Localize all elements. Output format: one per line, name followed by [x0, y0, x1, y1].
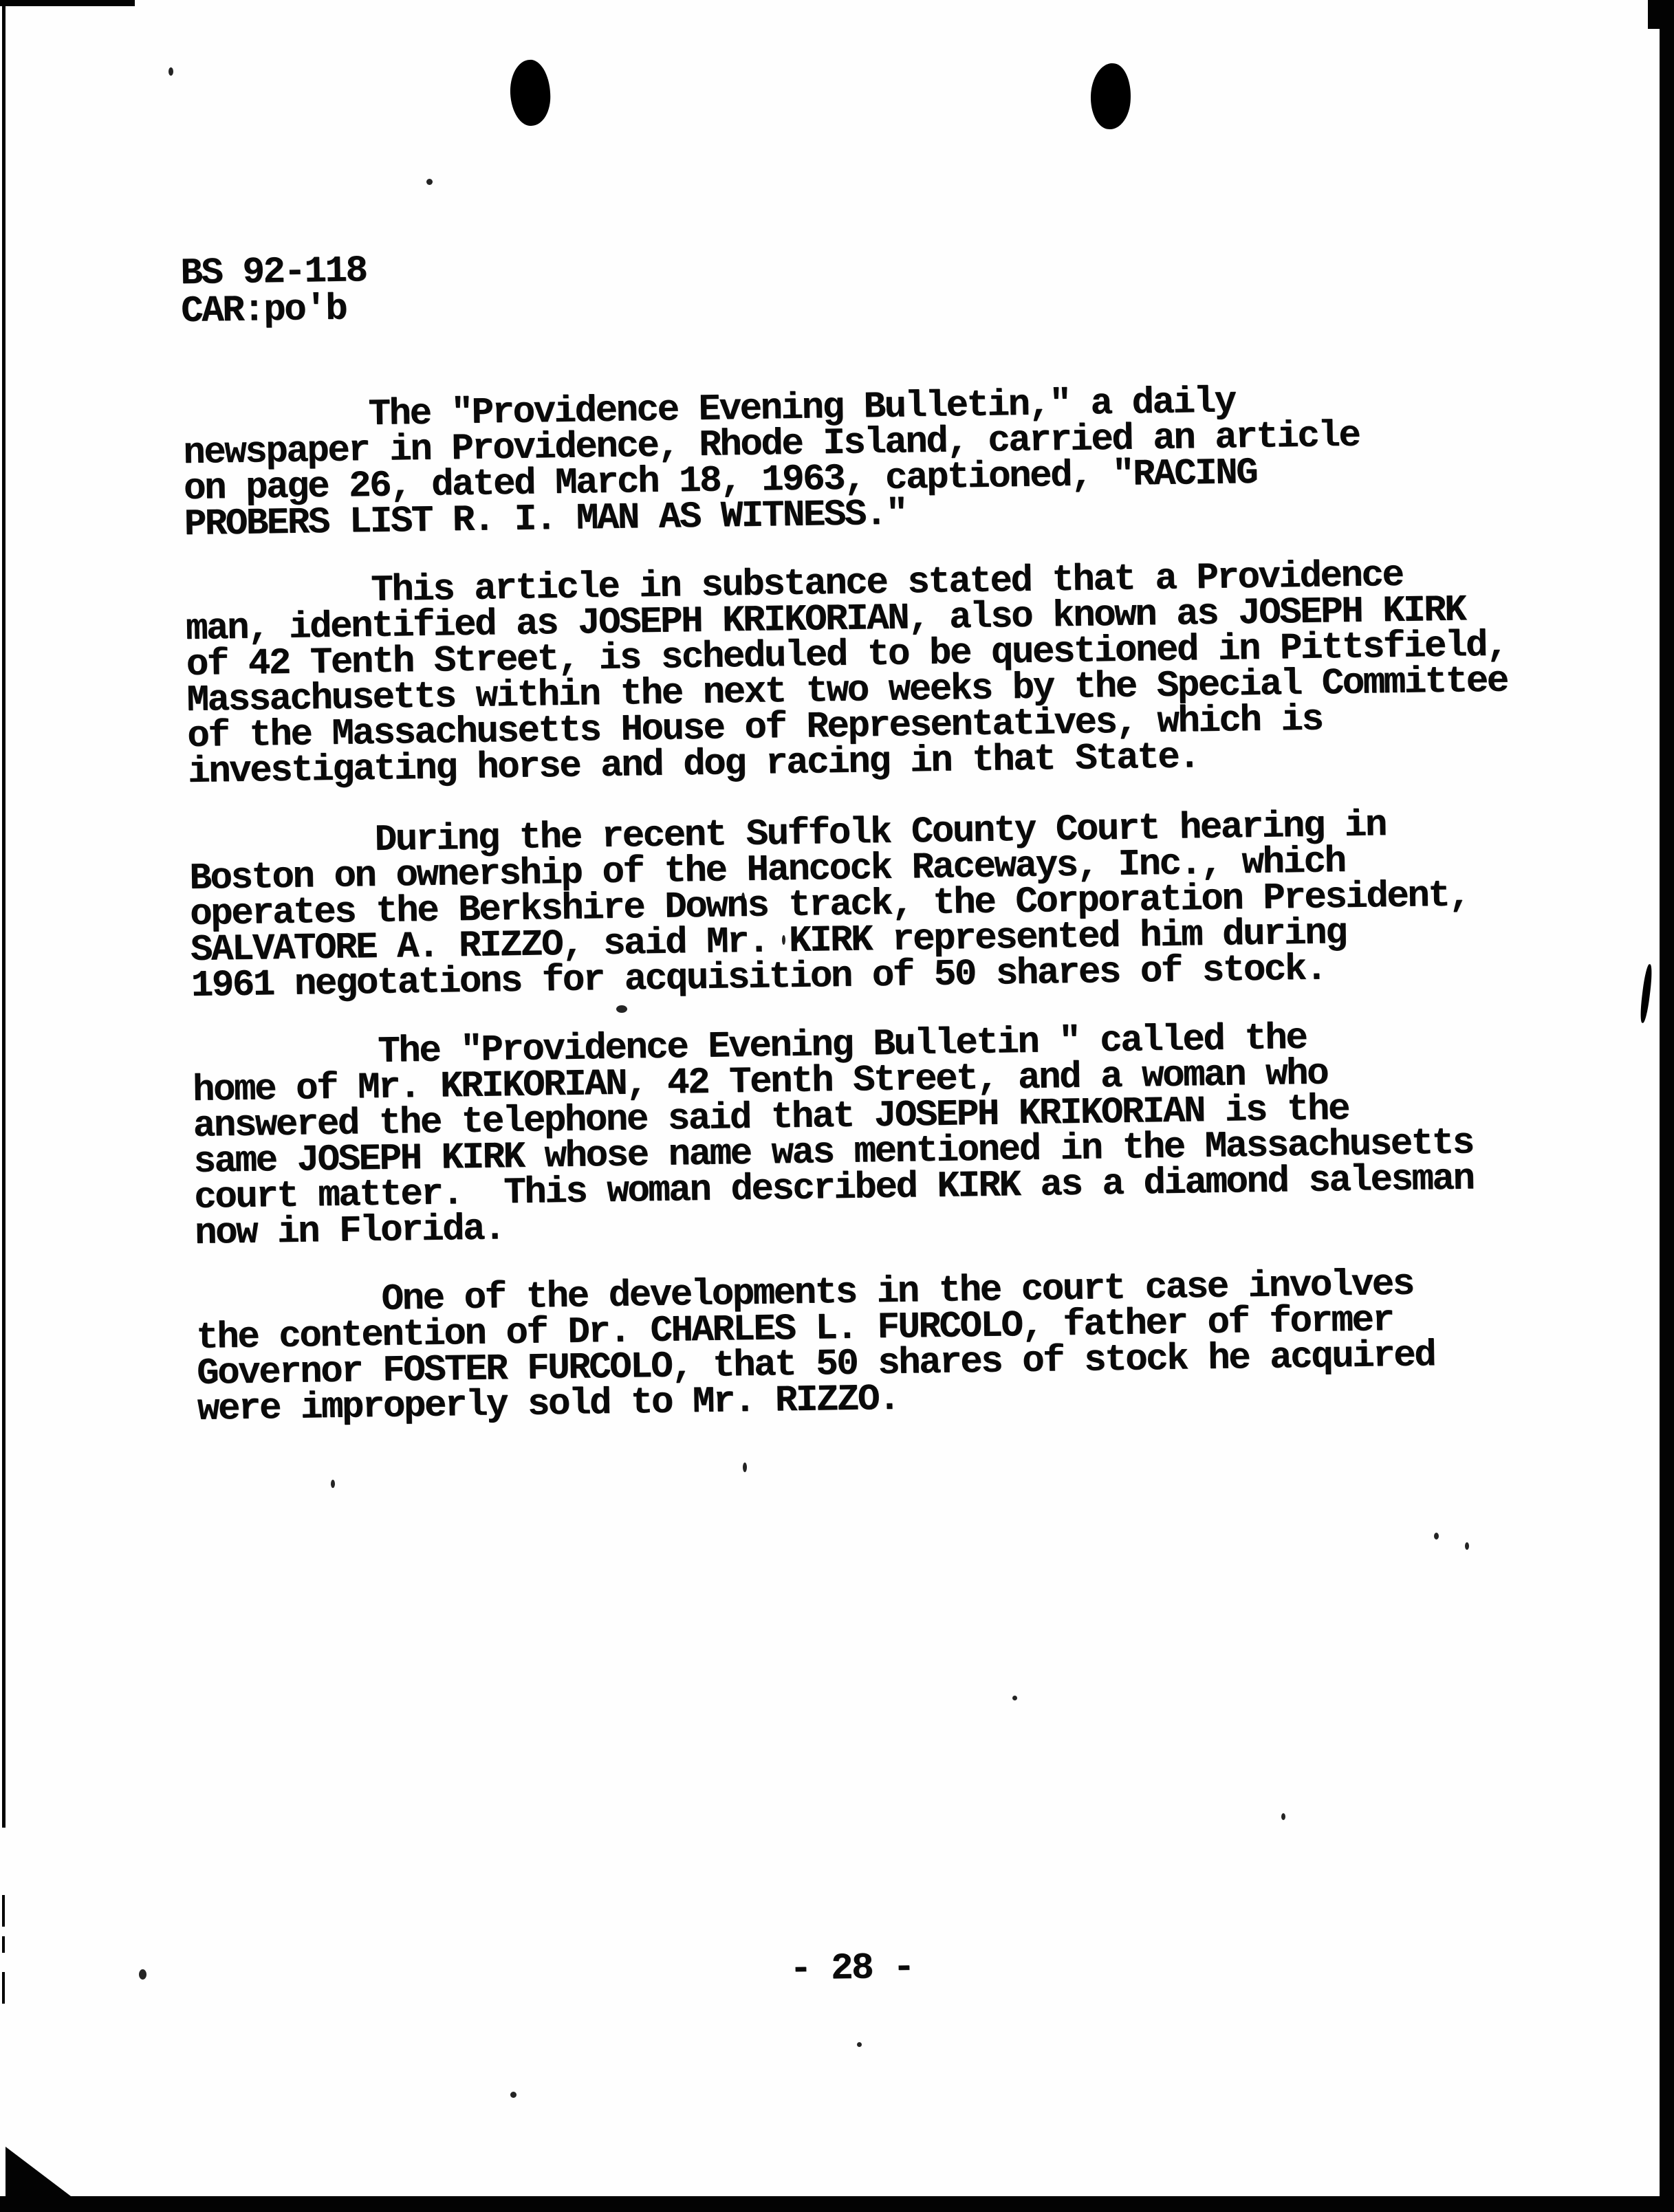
scan-edge-left-dash [2, 1895, 5, 1927]
scan-edge-top-left-mark [0, 0, 135, 6]
scan-edge-left-line [2, 0, 6, 1828]
scan-edge-right-top-mark [1648, 0, 1674, 29]
hole-punch-mark-left [509, 59, 552, 127]
scan-edge-right-strip [1660, 0, 1674, 2212]
file-number: BS 92-118 [180, 250, 367, 295]
hole-punch-mark-right [1089, 63, 1131, 130]
ink-speck [139, 1969, 146, 1980]
ink-speck [169, 67, 173, 76]
paragraph-1: The "Providence Evening Bulletin," a daily newspaper in Providence, Rhode Island, carried an article on page 26, dated March 18, 1963, captioned, "RACING PROBERS LIST R. I. MAN AS WITNESS." [182, 381, 1360, 546]
scan-edge-left-dash [2, 1972, 5, 2004]
scan-edge-bottom-wedge [6, 2147, 71, 2196]
ink-speck [510, 2092, 517, 2098]
paragraph-5: One of the developments in the court case involves the contention of Dr. CHARLES L. FURCOLO, father of former Governor FOSTER FURCOLO, that 50 shares of stock he acquired were improperly sold to Mr. RIZZO. [195, 1263, 1435, 1431]
margin-squiggle-mark [1639, 964, 1653, 1024]
typed-content [180, 236, 1576, 2071]
scan-edge-bottom-strip [0, 2196, 1674, 2212]
paragraph-4: The "Providence Evening Bulletin " called the home of Mr. KRIKORIAN, 42 Tenth Street, and a woman who answered the telephone said that JOSEPH KRIKORIAN is the same JOSEPH KIRK whose name was mentioned in the Massachusetts court matter. This woman described KIRK as a diamond salesman now in Florida. [191, 1017, 1474, 1255]
typist-initials: CAR:po'b [180, 288, 347, 333]
scan-edge-left-dash [2, 1936, 5, 1953]
paragraph-2: This article in substance stated that a Providence man, identified as JOSEPH KRIKORIAN, also known as JOSEPH KIRK of 42 Tenth Street, is scheduled to be questioned in Pittsfield, Massachusetts within the next two weeks by the Special Committee of the Massachusetts House of Representatives, which is investigating horse and dog racing in that State. [184, 554, 1508, 793]
ink-speck [426, 179, 433, 185]
page-number: - 28 - [789, 1947, 914, 1991]
paragraph-3: During the recent Suffolk County Court hearing in Boston on ownership of the Hancock Raceways, Inc., which operates the Berkshire Downs track, the Corporation President, SALVATORE A. RIZZO, said Mr. KIRK represented him during 1961 negotations for acquisition of 50 shares of stock. [188, 804, 1470, 1007]
